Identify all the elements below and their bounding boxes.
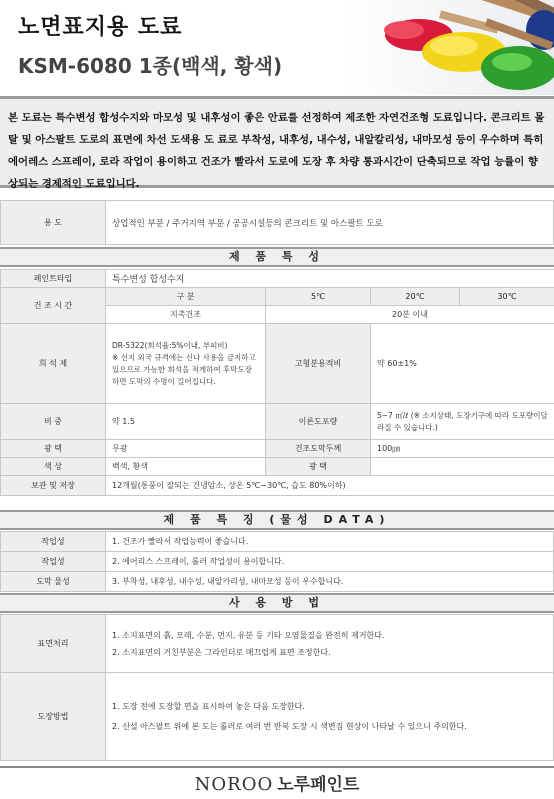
- solids-value: 약 60±1%: [371, 324, 554, 404]
- gravity-label: 비 중: [1, 404, 106, 440]
- thinner-label: 희 석 제: [1, 324, 106, 404]
- feature-label: 작업성: [1, 552, 106, 572]
- footer-divider: [0, 766, 554, 768]
- usage-label: 용 도: [1, 201, 106, 245]
- page-subtitle: KSM-6080 1종(백색, 황색): [18, 54, 283, 78]
- section-product-features: 제 품 특 징 (물성 DATA): [0, 510, 554, 530]
- dry-row-value: 20분 이내: [266, 306, 554, 324]
- feature-label: 작업성: [1, 532, 106, 552]
- dry-header-division: 구 분: [106, 288, 266, 306]
- section-product-specs: 제 품 특 성: [0, 247, 554, 267]
- method-table: [0, 614, 554, 761]
- dry-row-label: 지촉건조: [106, 306, 266, 324]
- feature-label: 도막 물성: [1, 572, 106, 592]
- paint-method-line: 1. 도장 전에 도장할 면을 표시하여 놓은 다음 도장한다.: [112, 701, 305, 711]
- paint-brushes-image: [344, 0, 554, 95]
- features-table: [0, 531, 554, 592]
- storage-label: 보관 및 저장: [1, 476, 106, 496]
- gloss2-value: [371, 458, 554, 476]
- gravity-value: 약 1.5: [106, 404, 266, 440]
- dry-header-5c: 5℃: [266, 288, 371, 306]
- solids-label: 고형분용적비: [266, 324, 371, 404]
- gloss-label: 광 택: [1, 440, 106, 458]
- gloss-value: 무광: [106, 440, 266, 458]
- brand-name-korean: 노루페인트: [277, 775, 360, 795]
- brand-name: NOROO: [194, 774, 274, 795]
- film-thickness-label: 건조도막두께: [266, 440, 371, 458]
- spread-value: 5~7 ㎡/ℓ (※ 소지상태, 도장기구에 따라 도포량이달라질 수 있습니다.): [371, 404, 554, 440]
- dry-time-label: 건 조 시 간: [1, 288, 106, 324]
- header: [0, 0, 554, 95]
- surface-prep-line: 2. 소지표면의 거친부분은 그라인더로 매끄럽게 표면 조정한다.: [112, 647, 331, 657]
- surface-prep-label: 표면처리: [1, 615, 106, 673]
- paint-type-label: 페인트타입: [1, 270, 106, 288]
- feature-value: 2. 에어리스 스프레이, 롤러 작업성이 용이합니다.: [106, 552, 554, 572]
- feature-value: 3. 부착성, 내후성, 내수성, 내알카리성, 내마모성 등이 우수합니다.: [106, 572, 554, 592]
- dry-header-20c: 20℃: [371, 288, 460, 306]
- footer-logo: [0, 770, 554, 796]
- page-title: 노면표지용 도료: [18, 15, 183, 40]
- film-thickness-value: 100㎛: [371, 440, 554, 458]
- paint-type-value: 특수변성 합성수지: [106, 270, 554, 288]
- gloss2-label: 광 택: [266, 458, 371, 476]
- usage-block: [0, 200, 554, 245]
- spread-label: 이론도포량: [266, 404, 371, 440]
- feature-value: 1. 건조가 빨라서 작업능력이 좋습니다.: [106, 532, 554, 552]
- paint-method-line: 2. 신설 아스팔트 위에 본 도는 롤러로 여러 번 반복 도장 시 색변짐 현상이 나타날 수 있으니 주의한다.: [112, 721, 467, 731]
- storage-value: 12개월(통풍이 잘되는 건냉암소, 상온 5℃~30℃, 습도 80%이하): [106, 476, 554, 496]
- paint-method-label: 도장방법: [1, 673, 106, 761]
- usage-value: 상업적인 부문 / 주거지역 부문 / 공공시설등의 콘크리트 및 아스팔트 도로: [106, 201, 554, 245]
- specs-table: [0, 269, 554, 496]
- color-label: 색 상: [1, 458, 106, 476]
- dry-header-30c: 30℃: [460, 288, 554, 306]
- section-usage-method: 사 용 방 법: [0, 593, 554, 613]
- intro-text: 본 도료는 특수변성 합성수지와 마모성 및 내후성이 좋은 안료를 선정하여 제조한 자연건조형 도료입니다. 콘크리트 몰탈 및 아스팔트 도로의 표면에 차선 도색용 도 료로 부착성, 내후성, 내수성, 내알칼리성, 내마모성 등이 우수하며 특히 에어레스 스프레이, 로라 작업이 용이하고 건조가 빨라서 도로에 도장 후 차량 통과시간이 단축되므로 작업 능률이 향상되는 경제적인 도료입니다.: [0, 96, 554, 188]
- color-value: 백색, 황색: [106, 458, 266, 476]
- surface-prep-line: 1. 소지표면의 흙, 모래, 수분, 먼지, 유분 등 기타 오염물질을 완전히 제거한다.: [112, 630, 385, 640]
- thinner-value: DR-5322(희석율:5%이내, 부피비) ※ 선지 외국 규격에는 신나 사용을 금지하고 있으므로 가능한 희석을 적게하여 후막도장하면 도막의 수명이 길어집니다.: [106, 324, 266, 404]
